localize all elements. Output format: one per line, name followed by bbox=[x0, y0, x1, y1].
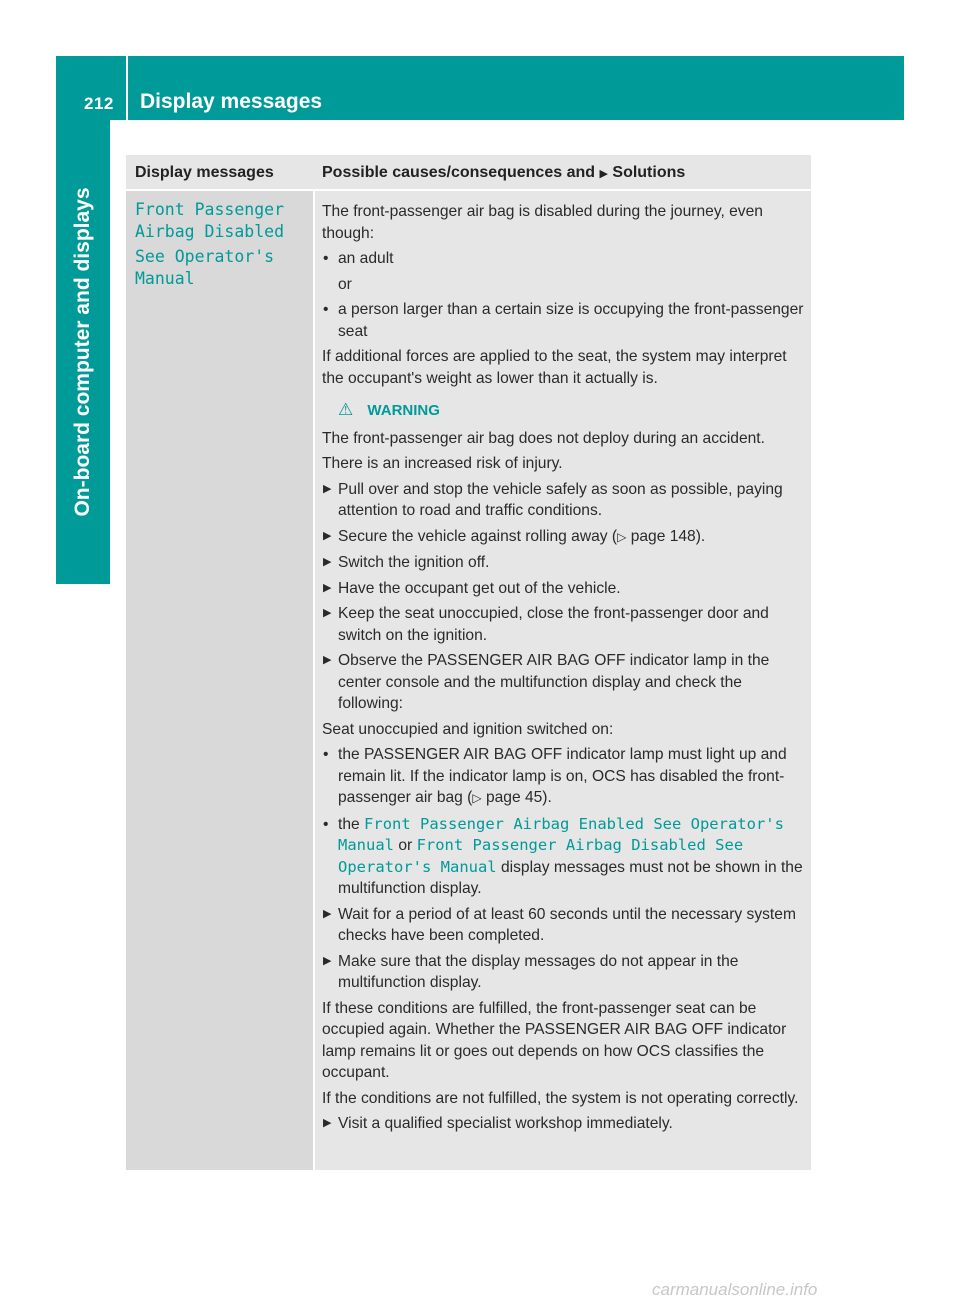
page-ref-45[interactable]: page 45). bbox=[485, 789, 552, 806]
col-header-solutions bbox=[322, 164, 685, 182]
page-number: 212 bbox=[84, 94, 114, 113]
page-ref-icon: ▷ bbox=[617, 529, 627, 544]
step-arrow-icon: ▶ bbox=[323, 654, 332, 666]
step-text: Switch the ignition off. bbox=[338, 554, 490, 571]
bullet-icon: • bbox=[323, 301, 329, 318]
display-messages-table bbox=[126, 155, 811, 1170]
or-text: or bbox=[338, 275, 352, 293]
step-text: Have the occupant get out of the vehicle. bbox=[338, 579, 621, 597]
step-arrow-icon: ▶ bbox=[323, 907, 332, 920]
text-paragraph: If these conditions are fulfilled, the front-passenger seat can be occupied again. Whether the PASSENGER AIR BAG OFF indicator lamp remains lit or goes out depends on how OCS classifies the occupant. bbox=[322, 999, 787, 1081]
step-arrow-icon: ▶ bbox=[323, 482, 332, 495]
step-item bbox=[322, 526, 806, 549]
display-message-disabled: Front Passenger Airbag Disabled See Operator's Manual bbox=[338, 836, 744, 876]
list-item bbox=[322, 248, 806, 270]
step-text: Wait for a period of at least 60 seconds until the necessary system checks have been completed. bbox=[338, 905, 796, 944]
solutions-cell bbox=[315, 191, 811, 1170]
step-item bbox=[322, 904, 806, 947]
step-text: Keep the seat unoccupied, close the front-passenger door and switch on the ignition. bbox=[338, 605, 769, 644]
bullet-icon: • bbox=[323, 815, 329, 833]
message-cell bbox=[126, 191, 313, 1170]
step-item bbox=[322, 479, 806, 522]
step-arrow-icon: ▶ bbox=[323, 1117, 332, 1129]
page-title: Display messages bbox=[140, 90, 323, 113]
step-item bbox=[322, 951, 806, 994]
text-paragraph: If the conditions are not fulfilled, the system is not operating correctly. bbox=[322, 1089, 799, 1107]
step-item bbox=[322, 578, 806, 600]
page-ref-148[interactable]: page 148). bbox=[630, 527, 706, 545]
step-item bbox=[322, 603, 806, 646]
step-item bbox=[322, 1113, 806, 1135]
step-text: Observe the PASSENGER AIR BAG OFF indicator lamp in the center console and the multifunction display and check the following: bbox=[338, 652, 770, 712]
header-divider bbox=[126, 56, 128, 120]
text-paragraph: The front-passenger air bag is disabled during the journey, even though: bbox=[322, 203, 763, 242]
text-paragraph: If additional forces are applied to the seat, the system may interpret the occupant's weight as lower than it actually is. bbox=[322, 348, 787, 387]
list-item bbox=[322, 299, 806, 342]
display-message-enabled: Front Passenger Airbag Enabled See Operator's Manual bbox=[338, 814, 784, 854]
table-header-row bbox=[126, 155, 811, 189]
list-item bbox=[322, 744, 806, 810]
list-item-text: the PASSENGER AIR BAG OFF indicator lamp must light up and remain lit. If the indicator lamp is on, OCS has disabled the front-passenger air bag ( bbox=[338, 746, 787, 806]
step-arrow-icon: ▶ bbox=[323, 529, 332, 542]
list-item-text: display messages must not be shown in the multifunction display. bbox=[338, 858, 803, 897]
list-item-text: or bbox=[398, 837, 413, 854]
message-line-1: Front Passenger Airbag Disabled bbox=[135, 200, 285, 241]
step-arrow-icon: ▶ bbox=[323, 607, 332, 619]
list-item-text: the bbox=[338, 815, 360, 833]
warning-icon: ⚠ bbox=[338, 400, 354, 419]
page-ref-icon: ▷ bbox=[472, 791, 482, 805]
watermark: carmanualsonline.info bbox=[652, 1280, 818, 1299]
step-text: Make sure that the display messages do not appear in the multifunction display. bbox=[338, 952, 739, 991]
col-header-solutions-label: Solutions bbox=[612, 164, 686, 181]
side-tab-label: On-board computer and displays bbox=[71, 187, 94, 517]
step-arrow-icon: ▶ bbox=[323, 581, 332, 594]
step-text: Visit a qualified specialist workshop immediately. bbox=[338, 1115, 673, 1132]
col-header-messages: Display messages bbox=[135, 164, 274, 181]
step-text: Pull over and stop the vehicle safely as soon as possible, paying attention to road and traffic conditions. bbox=[338, 480, 783, 519]
step-item bbox=[322, 650, 806, 715]
list-item-text: an adult bbox=[338, 250, 394, 267]
step-text: Secure the vehicle against rolling away ( bbox=[338, 527, 618, 545]
bullet-icon: • bbox=[323, 746, 329, 763]
list-item-text: a person larger than a certain size is occupying the front-passenger seat bbox=[338, 301, 804, 340]
step-item bbox=[322, 552, 806, 574]
warning-label: WARNING bbox=[367, 402, 440, 419]
solutions-arrow-icon: ▶ bbox=[599, 168, 608, 180]
warning-text: There is an increased risk of injury. bbox=[322, 455, 563, 472]
message-line-2: See Operator's Manual bbox=[135, 247, 275, 288]
step-arrow-icon: ▶ bbox=[323, 954, 332, 967]
bullet-icon: • bbox=[323, 250, 329, 267]
col-header-causes: Possible causes/consequences and bbox=[322, 164, 596, 181]
step-arrow-icon: ▶ bbox=[323, 556, 332, 568]
list-item bbox=[322, 814, 806, 900]
warning-text: The front-passenger air bag does not deploy during an accident. bbox=[322, 429, 765, 447]
warning-heading bbox=[338, 399, 806, 422]
text-paragraph: Seat unoccupied and ignition switched on: bbox=[322, 720, 614, 738]
